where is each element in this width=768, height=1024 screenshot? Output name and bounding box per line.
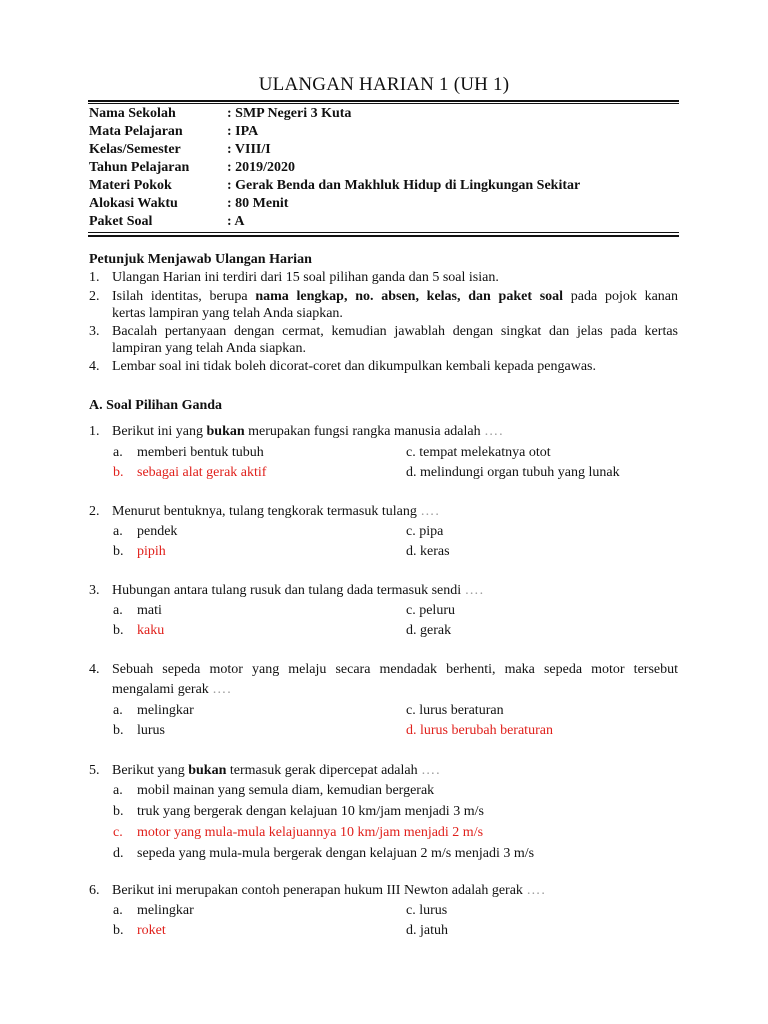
instruction-text: kertas lampiran yang telah Anda siapkan.: [112, 306, 343, 321]
option-c-correct[interactable]: motor yang mula-mula kelajuannya 10 km/jam menjadi 2 m/s: [137, 825, 484, 840]
instructions-heading: Petunjuk Menjawab Ulangan Harian: [89, 252, 312, 267]
instruction-text: Lembar soal ini tidak boleh dicorat-coret dan dikumpulkan kembali kepada pengawas.: [112, 359, 597, 374]
info-rule-top: [88, 232, 679, 233]
option-letter: b.: [113, 465, 124, 480]
instruction-number: 3.: [89, 324, 100, 339]
option-letter: b.: [113, 623, 124, 638]
option-letter: d.: [113, 846, 124, 861]
page-title: ULANGAN HARIAN 1 (UH 1): [258, 74, 510, 95]
question-number: 4.: [89, 662, 100, 677]
option-letter: b.: [113, 804, 124, 819]
option-c[interactable]: c. peluru: [406, 603, 455, 618]
instruction-number: 1.: [89, 270, 100, 285]
option-letter: a.: [113, 603, 123, 618]
question-text: Sebuah sepeda motor yang melaju secara mendadak berhenti, maka sepeda motor tersebut: [112, 662, 678, 677]
option-letter: a.: [113, 445, 123, 460]
question-text: mengalami gerak ….: [112, 682, 232, 697]
option-d[interactable]: d. melindungi organ tubuh yang lunak: [406, 465, 620, 480]
option-d-correct[interactable]: d. lurus berubah beraturan: [406, 723, 553, 738]
option-d[interactable]: d. keras: [406, 544, 450, 559]
option-a[interactable]: mobil mainan yang semula diam, kemudian bergerak: [137, 783, 435, 798]
instruction-number: 2.: [89, 289, 100, 304]
option-c[interactable]: c. lurus beraturan: [406, 703, 504, 718]
option-letter: c.: [113, 825, 123, 840]
option-d[interactable]: sepeda yang mula-mula bergerak dengan kelajuan 2 m/s menjadi 3 m/s: [137, 846, 535, 861]
option-b-correct[interactable]: pipih: [137, 544, 166, 559]
instruction-text: Bacalah pertanyaan dengan cermat, kemudian jawablah dengan singkat dan jelas pada kertas: [112, 324, 678, 339]
option-letter: b.: [113, 544, 124, 559]
option-a[interactable]: memberi bentuk tubuh: [137, 445, 264, 460]
option-letter: b.: [113, 923, 124, 938]
option-letter: a.: [113, 703, 123, 718]
option-a[interactable]: melingkar: [137, 703, 194, 718]
question-text: Hubungan antara tulang rusuk dan tulang dada termasuk sendi ….: [112, 583, 485, 598]
question-number: 5.: [89, 763, 100, 778]
instruction-text: Ulangan Harian ini terdiri dari 15 soal pilihan ganda dan 5 soal isian.: [112, 270, 499, 285]
exam-page: ULANGAN HARIAN 1 (UH 1) Nama Sekolah : SMP Negeri 3 Kuta Mata Pelajaran : IPA Kelas/Semester : VIII/I Tahun Pelajaran : 2019/2020 Materi Pokok : Gerak Benda dan Makhluk Hidup di Lingkungan Sekitar Alokasi Waktu : 80 Menit Paket Soal : A Petunjuk Menjawab Ulangan Harian 1. Ulangan Harian ini terdiri dari 15 soal pilihan ganda dan 5 soal isian. 2. Isilah identitas, berupa nama lengkap, no. absen, kelas, dan paket soal pada pojok kanan kertas lampiran yang telah Anda siapkan. 3. Bacalah pertanyaan dengan cermat, kemudian jawablah dengan singkat dan jelas pada kertas lampiran yang telah Anda siapkan. 4. Lembar soal ini tidak boleh dicorat-coret dan dikumpulkan kembali kepada pengawas. A. Soal Pilihan Ganda 1. Berikut ini yang bukan merupakan fungsi rangka manusia adalah …. a. memberi bentuk tubuh c. tempat melekatnya otot b. sebagai alat gerak aktif d. melindungi organ tubuh yang lunak 2. Menurut bentuknya, tulang tengkorak termasuk tulang …. a. pendek c. pipa b. pipih d. keras 3. Hubungan antara tulang rusuk dan tulang dada termasuk sendi …. a. mati c. peluru b. kaku d. gerak 4. Sebuah sepeda motor yang melaju secara mendadak berhenti, maka sepeda motor tersebut mengalami gerak …. a. melingkar c. lurus beraturan b. lurus d. lurus berubah beraturan 5. Berikut yang bukan termasuk gerak dipercepat adalah …. a. mobil mainan yang semula diam, kemudian bergerak b. truk yang bergerak dengan kelajuan 10 km/jam menjadi 3 m/s c. motor yang mula-mula kelajuannya 10 km/jam menjadi 2 m/s d. sepeda yang mula-mula bergerak dengan kelajuan 2 m/s menjadi 3 m/s 6. Berikut ini merupakan contoh penerapan hukum III Newton adalah gerak …. a. melingkar c. lurus b. roket d. jatuh: [0, 0, 768, 1024]
question-text: Berikut ini merupakan contoh penerapan hukum III Newton adalah gerak ….: [112, 883, 546, 898]
option-c[interactable]: c. pipa: [406, 524, 444, 539]
option-a[interactable]: pendek: [137, 524, 178, 539]
option-letter: a.: [113, 903, 123, 918]
option-d[interactable]: d. gerak: [406, 623, 452, 638]
question-number: 3.: [89, 583, 100, 598]
option-letter: a.: [113, 783, 123, 798]
question-number: 2.: [89, 504, 100, 519]
option-a[interactable]: melingkar: [137, 903, 194, 918]
instruction-text: Isilah identitas, berupa nama lengkap, no. absen, kelas, dan paket soal pada pojok kanan: [112, 289, 678, 304]
question-text: Berikut ini yang bukan merupakan fungsi rangka manusia adalah ….: [112, 424, 504, 439]
instruction-text: lampiran yang telah Anda siapkan.: [112, 341, 306, 356]
instruction-number: 4.: [89, 359, 100, 374]
option-c[interactable]: c. tempat melekatnya otot: [406, 445, 551, 460]
option-letter: a.: [113, 524, 123, 539]
option-letter: b.: [113, 723, 124, 738]
title-rule-bottom: [88, 103, 679, 104]
option-b-correct[interactable]: sebagai alat gerak aktif: [137, 465, 267, 480]
option-b[interactable]: lurus: [137, 723, 165, 738]
option-b-correct[interactable]: roket: [137, 923, 166, 938]
option-b[interactable]: truk yang bergerak dengan kelajuan 10 km/jam menjadi 3 m/s: [137, 804, 484, 819]
info-rule-bottom: [88, 235, 679, 237]
option-b-correct[interactable]: kaku: [137, 623, 165, 638]
question-number: 1.: [89, 424, 100, 439]
question-text: Berikut yang bukan termasuk gerak dipercepat adalah ….: [112, 763, 441, 778]
option-d[interactable]: d. jatuh: [406, 923, 448, 938]
option-a[interactable]: mati: [137, 603, 162, 618]
section-heading: A. Soal Pilihan Ganda: [89, 398, 223, 413]
option-c[interactable]: c. lurus: [406, 903, 448, 918]
title-rule-top: [88, 100, 679, 102]
question-text: Menurut bentuknya, tulang tengkorak termasuk tulang ….: [112, 504, 440, 519]
question-number: 6.: [89, 883, 100, 898]
